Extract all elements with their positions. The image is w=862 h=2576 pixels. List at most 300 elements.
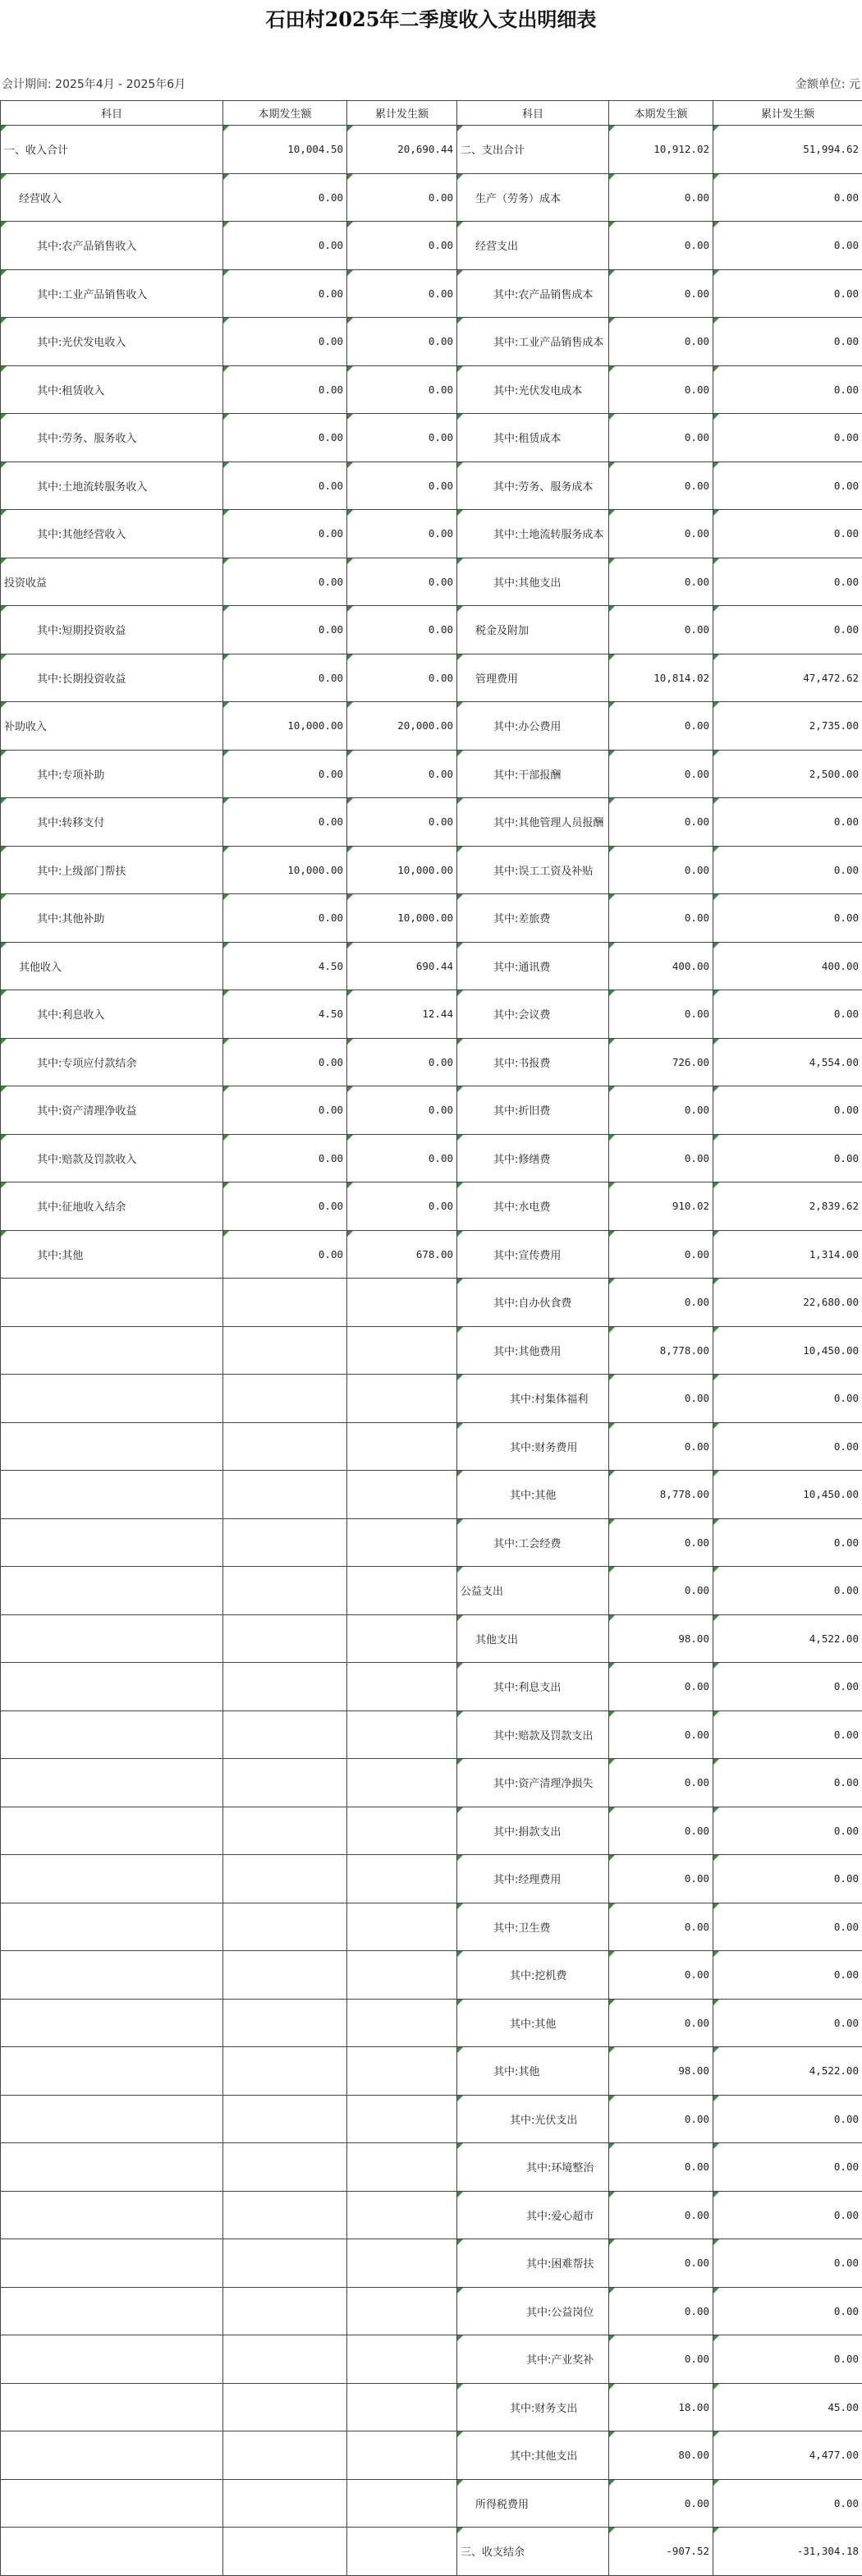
- table-row: [1, 2431, 862, 2480]
- expense-current-cell: 0.00: [609, 1518, 713, 1567]
- income-subject-cell: 其中:光伏发电收入: [1, 318, 223, 366]
- expense-cumulative-cell: 0.00: [713, 558, 862, 606]
- income-subject-cell: 补助收入: [1, 702, 223, 751]
- table-row: [1, 1855, 862, 1903]
- income-current-cell: 0.00: [223, 318, 347, 366]
- expense-current-cell: 0.00: [609, 894, 713, 943]
- income-current-cell: 0.00: [223, 654, 347, 702]
- table-row: [1, 1471, 862, 1519]
- expense-subject-cell: 其中:土地流转服务成本: [457, 510, 609, 558]
- expense-cumulative-cell: 4,477.00: [713, 2431, 862, 2480]
- income-subject-cell: [1, 1326, 223, 1375]
- expense-subject-cell: 其中:租赁成本: [457, 414, 609, 462]
- table-row: [1, 1710, 862, 1759]
- expense-subject-cell: 其中:农产品销售成本: [457, 269, 609, 318]
- income-current-cell: [223, 2528, 347, 2576]
- table-row: [1, 702, 862, 751]
- income-current-cell: [223, 1375, 347, 1423]
- table-row: [1, 654, 862, 702]
- expense-cumulative-cell: 0.00: [713, 606, 862, 654]
- income-subject-cell: 其中:短期投资收益: [1, 606, 223, 654]
- expense-subject-cell: 其中:困难帮扶: [457, 2239, 609, 2288]
- expense-current-cell: 0.00: [609, 2095, 713, 2143]
- expense-subject-cell: 其中:环境整治: [457, 2143, 609, 2192]
- table-row: [1, 1759, 862, 1807]
- table-row: [1, 269, 862, 318]
- income-subject-cell: 其中:上级部门帮扶: [1, 846, 223, 894]
- expense-current-cell: 400.00: [609, 942, 713, 990]
- income-current-cell: 0.00: [223, 222, 347, 270]
- income-current-cell: [223, 2191, 347, 2239]
- income-subject-cell: [1, 1855, 223, 1903]
- table-row: [1, 2191, 862, 2239]
- expense-cumulative-cell: 0.00: [713, 2335, 862, 2384]
- income-current-cell: [223, 2431, 347, 2480]
- expense-subject-cell: 其中:其他: [457, 2047, 609, 2096]
- expense-current-cell: 0.00: [609, 1230, 713, 1279]
- income-subject-cell: [1, 1759, 223, 1807]
- table-row: [1, 1038, 862, 1086]
- table-row: [1, 606, 862, 654]
- table-row: [1, 798, 862, 847]
- income-current-cell: [223, 1807, 347, 1855]
- income-current-cell: [223, 1951, 347, 2000]
- expense-current-cell: 0.00: [609, 1855, 713, 1903]
- expense-subject-cell: 其中:差旅费: [457, 894, 609, 943]
- income-subject-cell: 其他收入: [1, 942, 223, 990]
- income-current-cell: 0.00: [223, 606, 347, 654]
- expense-subject-cell: 其中:工业产品销售成本: [457, 318, 609, 366]
- income-current-cell: [223, 1567, 347, 1615]
- expense-subject-cell: 其中:经理费用: [457, 1855, 609, 1903]
- expense-cumulative-cell: 0.00: [713, 1422, 862, 1471]
- expense-current-cell: -907.52: [609, 2528, 713, 2576]
- expense-cumulative-cell: 47,472.62: [713, 654, 862, 702]
- table-row: [1, 1326, 862, 1375]
- table-row: [1, 990, 862, 1039]
- report-meta: [0, 39, 862, 100]
- expense-subject-cell: 其中:其他: [457, 1471, 609, 1519]
- expense-current-cell: 0.00: [609, 2287, 713, 2335]
- expense-current-cell: 0.00: [609, 1422, 713, 1471]
- income-cumulative-cell: [347, 2528, 457, 2576]
- income-cumulative-cell: 0.00: [347, 1086, 457, 1135]
- expense-cumulative-cell: 0.00: [713, 1086, 862, 1135]
- expense-cumulative-cell: 0.00: [713, 1999, 862, 2047]
- expense-cumulative-cell: 4,522.00: [713, 2047, 862, 2096]
- expense-subject-cell: 三、收支结余: [457, 2528, 609, 2576]
- expense-current-cell: 98.00: [609, 1614, 713, 1663]
- report-title: 石田村2025年二季度收入支出明细表: [0, 0, 862, 39]
- expense-subject-cell: 其中:修缮费: [457, 1134, 609, 1182]
- expense-current-cell: 0.00: [609, 461, 713, 510]
- table-row: [1, 1903, 862, 1951]
- expense-subject-cell: 其中:折旧费: [457, 1086, 609, 1135]
- income-subject-cell: [1, 2335, 223, 2384]
- income-subject-cell: 其中:利息收入: [1, 990, 223, 1039]
- income-subject-cell: [1, 1663, 223, 1711]
- income-subject-cell: [1, 2047, 223, 2096]
- income-cumulative-cell: 0.00: [347, 318, 457, 366]
- table-row: [1, 558, 862, 606]
- expense-subject-cell: 生产（劳务）成本: [457, 173, 609, 222]
- expense-subject-cell: 其中:财务费用: [457, 1422, 609, 1471]
- table-row: [1, 2287, 862, 2335]
- header-income-cumulative: 累计发生额: [347, 101, 457, 126]
- income-cumulative-cell: [347, 1807, 457, 1855]
- income-current-cell: 0.00: [223, 510, 347, 558]
- expense-current-cell: 80.00: [609, 2431, 713, 2480]
- expense-subject-cell: 其中:自办伙食费: [457, 1279, 609, 1327]
- income-cumulative-cell: 0.00: [347, 558, 457, 606]
- income-current-cell: 0.00: [223, 1134, 347, 1182]
- table-row: [1, 173, 862, 222]
- table-row: [1, 126, 862, 174]
- expense-subject-cell: 其中:资产清理净损失: [457, 1759, 609, 1807]
- income-current-cell: [223, 2095, 347, 2143]
- income-subject-cell: 其中:资产清理净收益: [1, 1086, 223, 1135]
- expense-cumulative-cell: 4,554.00: [713, 1038, 862, 1086]
- expense-current-cell: 726.00: [609, 1038, 713, 1086]
- income-expense-table: [0, 100, 862, 2576]
- income-subject-cell: 其中:其他: [1, 1230, 223, 1279]
- expense-cumulative-cell: 0.00: [713, 1855, 862, 1903]
- expense-subject-cell: 其中:工会经费: [457, 1518, 609, 1567]
- expense-cumulative-cell: -31,304.18: [713, 2528, 862, 2576]
- income-cumulative-cell: 690.44: [347, 942, 457, 990]
- expense-subject-cell: 其中:卫生费: [457, 1903, 609, 1951]
- income-cumulative-cell: [347, 1710, 457, 1759]
- income-current-cell: [223, 1518, 347, 1567]
- expense-subject-cell: 公益支出: [457, 1567, 609, 1615]
- income-cumulative-cell: [347, 1375, 457, 1423]
- expense-subject-cell: 二、支出合计: [457, 126, 609, 174]
- expense-current-cell: 0.00: [609, 846, 713, 894]
- expense-current-cell: 0.00: [609, 365, 713, 414]
- table-row: [1, 2479, 862, 2528]
- table-row: [1, 1999, 862, 2047]
- income-cumulative-cell: [347, 1518, 457, 1567]
- expense-cumulative-cell: 0.00: [713, 990, 862, 1039]
- expense-cumulative-cell: 22,680.00: [713, 1279, 862, 1327]
- income-current-cell: 0.00: [223, 173, 347, 222]
- expense-current-cell: 910.02: [609, 1182, 713, 1231]
- expense-cumulative-cell: 0.00: [713, 318, 862, 366]
- table-header-row: [1, 101, 862, 126]
- table-row: [1, 750, 862, 798]
- income-cumulative-cell: 12.44: [347, 990, 457, 1039]
- income-cumulative-cell: 20,000.00: [347, 702, 457, 751]
- expense-current-cell: 0.00: [609, 1807, 713, 1855]
- income-subject-cell: [1, 1375, 223, 1423]
- income-subject-cell: 其中:转移支付: [1, 798, 223, 847]
- table-row: [1, 222, 862, 270]
- table-row: [1, 461, 862, 510]
- expense-current-cell: 0.00: [609, 1999, 713, 2047]
- table-row: [1, 365, 862, 414]
- expense-current-cell: 0.00: [609, 1903, 713, 1951]
- income-current-cell: [223, 2143, 347, 2192]
- expense-cumulative-cell: 0.00: [713, 2287, 862, 2335]
- expense-current-cell: 0.00: [609, 1134, 713, 1182]
- expense-cumulative-cell: 0.00: [713, 1663, 862, 1711]
- income-subject-cell: [1, 2479, 223, 2528]
- expense-subject-cell: 其中:水电费: [457, 1182, 609, 1231]
- expense-current-cell: 0.00: [609, 1279, 713, 1327]
- table-row: [1, 1134, 862, 1182]
- income-cumulative-cell: 10,000.00: [347, 894, 457, 943]
- income-cumulative-cell: [347, 2479, 457, 2528]
- table-row: [1, 1375, 862, 1423]
- expense-current-cell: 0.00: [609, 318, 713, 366]
- expense-subject-cell: 其中:光伏支出: [457, 2095, 609, 2143]
- income-subject-cell: 其中:赔款及罚款收入: [1, 1134, 223, 1182]
- income-current-cell: [223, 2383, 347, 2431]
- expense-cumulative-cell: 0.00: [713, 2479, 862, 2528]
- income-subject-cell: 其中:长期投资收益: [1, 654, 223, 702]
- income-current-cell: 10,004.50: [223, 126, 347, 174]
- expense-cumulative-cell: 2,839.62: [713, 1182, 862, 1231]
- expense-current-cell: 0.00: [609, 606, 713, 654]
- header-income-current: 本期发生额: [223, 101, 347, 126]
- income-cumulative-cell: [347, 1326, 457, 1375]
- expense-current-cell: 0.00: [609, 558, 713, 606]
- income-subject-cell: [1, 1999, 223, 2047]
- income-current-cell: [223, 1663, 347, 1711]
- expense-cumulative-cell: 0.00: [713, 1710, 862, 1759]
- expense-subject-cell: 其中:误工工资及补贴: [457, 846, 609, 894]
- income-cumulative-cell: [347, 1422, 457, 1471]
- expense-subject-cell: 其中:干部报酬: [457, 750, 609, 798]
- income-cumulative-cell: [347, 2239, 457, 2288]
- income-subject-cell: [1, 2095, 223, 2143]
- expense-cumulative-cell: 10,450.00: [713, 1326, 862, 1375]
- expense-current-cell: 0.00: [609, 1567, 713, 1615]
- expense-subject-cell: 其中:其他管理人员报酬: [457, 798, 609, 847]
- table-row: [1, 1230, 862, 1279]
- income-subject-cell: [1, 1567, 223, 1615]
- expense-subject-cell: 其中:会议费: [457, 990, 609, 1039]
- income-cumulative-cell: 0.00: [347, 1182, 457, 1231]
- table-row: [1, 2095, 862, 2143]
- expense-current-cell: 10,814.02: [609, 654, 713, 702]
- expense-cumulative-cell: 51,994.62: [713, 126, 862, 174]
- income-current-cell: [223, 2479, 347, 2528]
- income-current-cell: [223, 1471, 347, 1519]
- income-cumulative-cell: 0.00: [347, 222, 457, 270]
- expense-subject-cell: 其中:挖机费: [457, 1951, 609, 2000]
- expense-current-cell: 0.00: [609, 750, 713, 798]
- table-row: [1, 1422, 862, 1471]
- table-row: [1, 1807, 862, 1855]
- income-cumulative-cell: 0.00: [347, 654, 457, 702]
- income-cumulative-cell: [347, 2335, 457, 2384]
- income-current-cell: 4.50: [223, 942, 347, 990]
- expense-subject-cell: 其中:书报费: [457, 1038, 609, 1086]
- income-subject-cell: [1, 1710, 223, 1759]
- income-cumulative-cell: [347, 2431, 457, 2480]
- income-current-cell: [223, 2239, 347, 2288]
- income-cumulative-cell: 0.00: [347, 750, 457, 798]
- table-row: [1, 1086, 862, 1135]
- income-current-cell: 0.00: [223, 558, 347, 606]
- expense-subject-cell: 其中:光伏发电成本: [457, 365, 609, 414]
- income-subject-cell: [1, 2383, 223, 2431]
- expense-subject-cell: 其中:劳务、服务成本: [457, 461, 609, 510]
- table-row: [1, 1663, 862, 1711]
- expense-current-cell: 98.00: [609, 2047, 713, 2096]
- income-cumulative-cell: 0.00: [347, 606, 457, 654]
- expense-current-cell: 0.00: [609, 414, 713, 462]
- income-subject-cell: [1, 2191, 223, 2239]
- income-subject-cell: 其中:土地流转服务收入: [1, 461, 223, 510]
- expense-current-cell: 0.00: [609, 1951, 713, 2000]
- expense-cumulative-cell: 0.00: [713, 894, 862, 943]
- income-cumulative-cell: [347, 1471, 457, 1519]
- expense-current-cell: 0.00: [609, 990, 713, 1039]
- expense-subject-cell: 其中:其他支出: [457, 558, 609, 606]
- income-current-cell: 0.00: [223, 461, 347, 510]
- expense-current-cell: 0.00: [609, 1759, 713, 1807]
- expense-current-cell: 0.00: [609, 1663, 713, 1711]
- expense-subject-cell: 税金及附加: [457, 606, 609, 654]
- expense-current-cell: 0.00: [609, 269, 713, 318]
- expense-current-cell: 0.00: [609, 173, 713, 222]
- expense-cumulative-cell: 0.00: [713, 2143, 862, 2192]
- expense-cumulative-cell: 1,314.00: [713, 1230, 862, 1279]
- table-row: [1, 846, 862, 894]
- income-current-cell: [223, 1422, 347, 1471]
- income-cumulative-cell: 0.00: [347, 1038, 457, 1086]
- expense-cumulative-cell: 0.00: [713, 1375, 862, 1423]
- income-cumulative-cell: [347, 2383, 457, 2431]
- income-current-cell: 10,000.00: [223, 702, 347, 751]
- income-cumulative-cell: [347, 2143, 457, 2192]
- expense-cumulative-cell: 0.00: [713, 1518, 862, 1567]
- expense-current-cell: 0.00: [609, 222, 713, 270]
- table-row: [1, 510, 862, 558]
- table-row: [1, 1279, 862, 1327]
- expense-cumulative-cell: 400.00: [713, 942, 862, 990]
- expense-cumulative-cell: 0.00: [713, 1134, 862, 1182]
- expense-subject-cell: 其他支出: [457, 1614, 609, 1663]
- income-subject-cell: [1, 1614, 223, 1663]
- income-current-cell: [223, 1279, 347, 1327]
- income-cumulative-cell: [347, 1999, 457, 2047]
- expense-current-cell: 0.00: [609, 2479, 713, 2528]
- expense-cumulative-cell: 0.00: [713, 173, 862, 222]
- expense-current-cell: 8,778.00: [609, 1471, 713, 1519]
- income-cumulative-cell: [347, 1567, 457, 1615]
- table-row: [1, 1182, 862, 1231]
- expense-cumulative-cell: 0.00: [713, 1807, 862, 1855]
- expense-cumulative-cell: 0.00: [713, 1567, 862, 1615]
- expense-current-cell: 18.00: [609, 2383, 713, 2431]
- expense-current-cell: 0.00: [609, 1086, 713, 1135]
- income-subject-cell: [1, 1471, 223, 1519]
- income-current-cell: [223, 1855, 347, 1903]
- income-current-cell: [223, 1614, 347, 1663]
- income-cumulative-cell: 0.00: [347, 510, 457, 558]
- table-row: [1, 2383, 862, 2431]
- income-current-cell: [223, 2335, 347, 2384]
- income-subject-cell: 其中:其他补助: [1, 894, 223, 943]
- header-income-subject: 科目: [1, 101, 223, 126]
- table-row: [1, 2528, 862, 2576]
- expense-cumulative-cell: 0.00: [713, 1951, 862, 2000]
- expense-current-cell: 8,778.00: [609, 1326, 713, 1375]
- expense-subject-cell: 经营支出: [457, 222, 609, 270]
- income-subject-cell: 其中:劳务、服务收入: [1, 414, 223, 462]
- income-current-cell: 10,000.00: [223, 846, 347, 894]
- income-subject-cell: [1, 2143, 223, 2192]
- income-subject-cell: [1, 1518, 223, 1567]
- expense-cumulative-cell: 0.00: [713, 510, 862, 558]
- header-expense-subject: 科目: [457, 101, 609, 126]
- expense-cumulative-cell: 0.00: [713, 461, 862, 510]
- expense-subject-cell: 其中:其他: [457, 1999, 609, 2047]
- income-current-cell: 0.00: [223, 1086, 347, 1135]
- expense-subject-cell: 其中:财务支出: [457, 2383, 609, 2431]
- expense-subject-cell: 其中:利息支出: [457, 1663, 609, 1711]
- expense-subject-cell: 其中:宣传费用: [457, 1230, 609, 1279]
- expense-current-cell: 0.00: [609, 510, 713, 558]
- income-current-cell: 0.00: [223, 269, 347, 318]
- income-cumulative-cell: [347, 1759, 457, 1807]
- income-current-cell: [223, 1759, 347, 1807]
- expense-cumulative-cell: 10,450.00: [713, 1471, 862, 1519]
- expense-cumulative-cell: 2,500.00: [713, 750, 862, 798]
- table-row: [1, 1567, 862, 1615]
- income-subject-cell: 投资收益: [1, 558, 223, 606]
- income-subject-cell: 其中:其他经营收入: [1, 510, 223, 558]
- expense-subject-cell: 其中:捐款支出: [457, 1807, 609, 1855]
- income-cumulative-cell: [347, 2095, 457, 2143]
- income-subject-cell: [1, 1279, 223, 1327]
- income-cumulative-cell: [347, 1663, 457, 1711]
- header-expense-current: 本期发生额: [609, 101, 713, 126]
- table-row: [1, 942, 862, 990]
- income-cumulative-cell: [347, 2287, 457, 2335]
- expense-subject-cell: 其中:其他支出: [457, 2431, 609, 2480]
- income-subject-cell: 其中:征地收入结余: [1, 1182, 223, 1231]
- income-current-cell: [223, 1999, 347, 2047]
- income-cumulative-cell: 0.00: [347, 461, 457, 510]
- expense-cumulative-cell: 0.00: [713, 2191, 862, 2239]
- income-subject-cell: [1, 1422, 223, 1471]
- income-cumulative-cell: [347, 1903, 457, 1951]
- expense-current-cell: 0.00: [609, 2191, 713, 2239]
- income-subject-cell: 其中:工业产品销售收入: [1, 269, 223, 318]
- income-current-cell: [223, 2287, 347, 2335]
- table-row: [1, 318, 862, 366]
- table-row: [1, 2143, 862, 2192]
- income-cumulative-cell: [347, 2047, 457, 2096]
- income-subject-cell: 其中:租赁收入: [1, 365, 223, 414]
- income-subject-cell: [1, 2528, 223, 2576]
- expense-cumulative-cell: 0.00: [713, 269, 862, 318]
- income-current-cell: 0.00: [223, 365, 347, 414]
- expense-cumulative-cell: 4,522.00: [713, 1614, 862, 1663]
- income-cumulative-cell: [347, 1279, 457, 1327]
- expense-subject-cell: 管理费用: [457, 654, 609, 702]
- income-cumulative-cell: 0.00: [347, 1134, 457, 1182]
- income-cumulative-cell: 0.00: [347, 798, 457, 847]
- income-subject-cell: 其中:专项补助: [1, 750, 223, 798]
- expense-subject-cell: 其中:通讯费: [457, 942, 609, 990]
- expense-cumulative-cell: 2,735.00: [713, 702, 862, 751]
- income-cumulative-cell: 0.00: [347, 365, 457, 414]
